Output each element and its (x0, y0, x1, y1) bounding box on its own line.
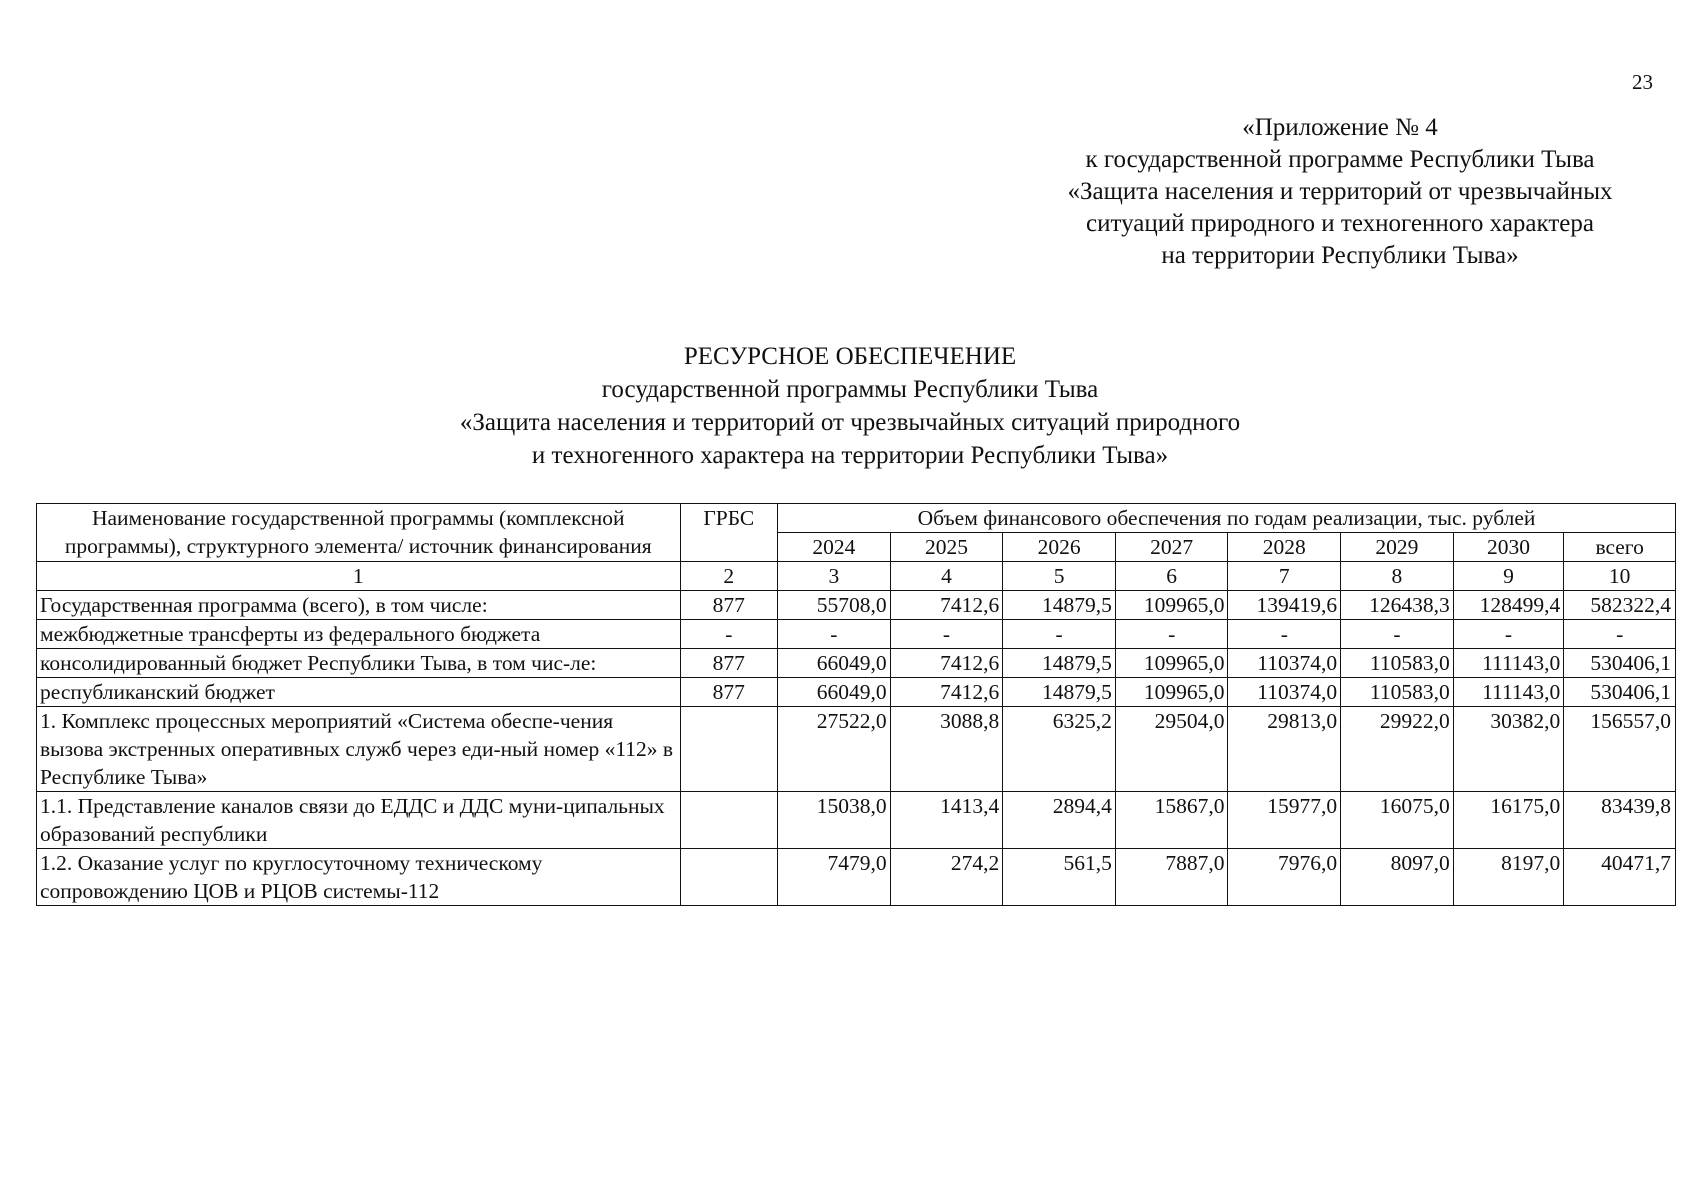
row-value: 7412,6 (890, 649, 1003, 678)
row-total: 582322,4 (1564, 591, 1676, 620)
row-value: 110374,0 (1228, 678, 1341, 707)
header-year: 2030 (1453, 533, 1564, 562)
column-number: 1 (37, 562, 681, 591)
row-value: 15038,0 (778, 792, 891, 849)
header-year: 2028 (1228, 533, 1341, 562)
row-value: 29922,0 (1341, 707, 1454, 792)
row-value: - (890, 620, 1003, 649)
column-number: 5 (1003, 562, 1116, 591)
row-value: 66049,0 (778, 649, 891, 678)
row-grbs: 877 (680, 678, 778, 707)
table-row (37, 707, 1676, 792)
appendix-line: ситуаций природного и техногенного характера (1086, 210, 1594, 237)
row-grbs: 877 (680, 591, 778, 620)
row-name: консолидированный бюджет Республики Тыва, в том чис-ле: (37, 649, 681, 678)
title-line: РЕСУРСНОЕ ОБЕСПЕЧЕНИЕ (683, 343, 1017, 370)
row-total: 40471,7 (1564, 849, 1676, 906)
row-name: 1.2. Оказание услуг по круглосуточному техническому сопровождению ЦОВ и РЦОВ системы-112 (37, 849, 681, 906)
header-year: 2024 (778, 533, 891, 562)
row-total: 530406,1 (1564, 649, 1676, 678)
row-name: 1. Комплекс процессных мероприятий «Система обеспе-чения вызова экстренных оперативных служб через еди-ный номер «112» в Республике Тыва» (37, 707, 681, 792)
column-number: 8 (1341, 562, 1454, 591)
table-row (37, 849, 1676, 906)
row-name: республиканский бюджет (37, 678, 681, 707)
row-value: 110583,0 (1341, 649, 1454, 678)
row-name: межбюджетные трансферты из федерального бюджета (37, 620, 681, 649)
table-row (37, 620, 1676, 649)
table-row (37, 678, 1676, 707)
row-value: 15977,0 (1228, 792, 1341, 849)
document-title (240, 340, 1460, 472)
appendix-line: к государственной программе Республики Тыва (1085, 146, 1595, 173)
row-value: 14879,5 (1003, 591, 1116, 620)
row-value: 7412,6 (890, 591, 1003, 620)
title-line: и техногенного характера на территории Республики Тыва» (531, 442, 1169, 469)
row-value: 27522,0 (778, 707, 891, 792)
row-value: 8097,0 (1341, 849, 1454, 906)
header-year: 2029 (1341, 533, 1454, 562)
row-value: 30382,0 (1453, 707, 1564, 792)
row-value: 1413,4 (890, 792, 1003, 849)
row-value: 111143,0 (1453, 678, 1564, 707)
row-grbs (680, 849, 778, 906)
header-grbs: ГРБС (680, 504, 778, 562)
page-number: 23 (1632, 70, 1653, 94)
row-total: 83439,8 (1564, 792, 1676, 849)
table-row (37, 591, 1676, 620)
row-total: - (1564, 620, 1676, 649)
row-value: 7412,6 (890, 678, 1003, 707)
resource-table (36, 503, 1676, 906)
column-number: 9 (1453, 562, 1564, 591)
column-number: 2 (680, 562, 778, 591)
column-number: 6 (1115, 562, 1228, 591)
appendix-block (1020, 112, 1660, 272)
row-value: 111143,0 (1453, 649, 1564, 678)
row-value: - (1003, 620, 1116, 649)
row-value: 14879,5 (1003, 649, 1116, 678)
row-value: 110583,0 (1341, 678, 1454, 707)
row-value: - (1115, 620, 1228, 649)
row-value: 3088,8 (890, 707, 1003, 792)
row-value: 274,2 (890, 849, 1003, 906)
header-year: 2026 (1003, 533, 1116, 562)
appendix-line: «Защита населения и территорий от чрезвычайных (1067, 178, 1613, 205)
row-value: 14879,5 (1003, 678, 1116, 707)
row-value: 66049,0 (778, 678, 891, 707)
column-number: 7 (1228, 562, 1341, 591)
header-total: всего (1564, 533, 1676, 562)
column-number: 3 (778, 562, 891, 591)
column-number: 10 (1564, 562, 1676, 591)
row-value: 6325,2 (1003, 707, 1116, 792)
row-value: 109965,0 (1115, 649, 1228, 678)
header-year: 2027 (1115, 533, 1228, 562)
row-value: 8197,0 (1453, 849, 1564, 906)
header-name: Наименование государственной программы (комплексной программы), структурного элемента/ источник финансирования (37, 504, 681, 562)
row-value: 110374,0 (1228, 649, 1341, 678)
row-grbs (680, 707, 778, 792)
row-value: - (1453, 620, 1564, 649)
row-value: 15867,0 (1115, 792, 1228, 849)
appendix-line: «Приложение № 4 (1242, 114, 1438, 141)
row-name: Государственная программа (всего), в том числе: (37, 591, 681, 620)
row-value: 16075,0 (1341, 792, 1454, 849)
row-value: 7887,0 (1115, 849, 1228, 906)
row-value: 2894,4 (1003, 792, 1116, 849)
row-value: 7976,0 (1228, 849, 1341, 906)
row-value: 29813,0 (1228, 707, 1341, 792)
row-total: 156557,0 (1564, 707, 1676, 792)
title-line: государственной программы Республики Тыва (601, 376, 1099, 403)
row-grbs: 877 (680, 649, 778, 678)
table-row (37, 649, 1676, 678)
header-year: 2025 (890, 533, 1003, 562)
row-value: 126438,3 (1341, 591, 1454, 620)
row-value: 7479,0 (778, 849, 891, 906)
column-number: 4 (890, 562, 1003, 591)
row-value: 139419,6 (1228, 591, 1341, 620)
row-value: - (1228, 620, 1341, 649)
row-value: 109965,0 (1115, 591, 1228, 620)
row-value: 109965,0 (1115, 678, 1228, 707)
row-total: 530406,1 (1564, 678, 1676, 707)
row-grbs (680, 792, 778, 849)
row-value: - (778, 620, 891, 649)
table-row (37, 792, 1676, 849)
header-volume: Объем финансового обеспечения по годам реализации, тыс. рублей (778, 504, 1676, 533)
row-value: 128499,4 (1453, 591, 1564, 620)
row-value: 29504,0 (1115, 707, 1228, 792)
row-value: 561,5 (1003, 849, 1116, 906)
appendix-line: на территории Республики Тыва» (1161, 242, 1519, 269)
row-value: 55708,0 (778, 591, 891, 620)
row-name: 1.1. Представление каналов связи до ЕДДС и ДДС муни-ципальных образований республики (37, 792, 681, 849)
title-line: «Защита населения и территорий от чрезвычайных ситуаций природного (459, 409, 1241, 436)
column-number-row (37, 562, 1676, 591)
row-value: - (1341, 620, 1454, 649)
row-grbs: - (680, 620, 778, 649)
row-value: 16175,0 (1453, 792, 1564, 849)
